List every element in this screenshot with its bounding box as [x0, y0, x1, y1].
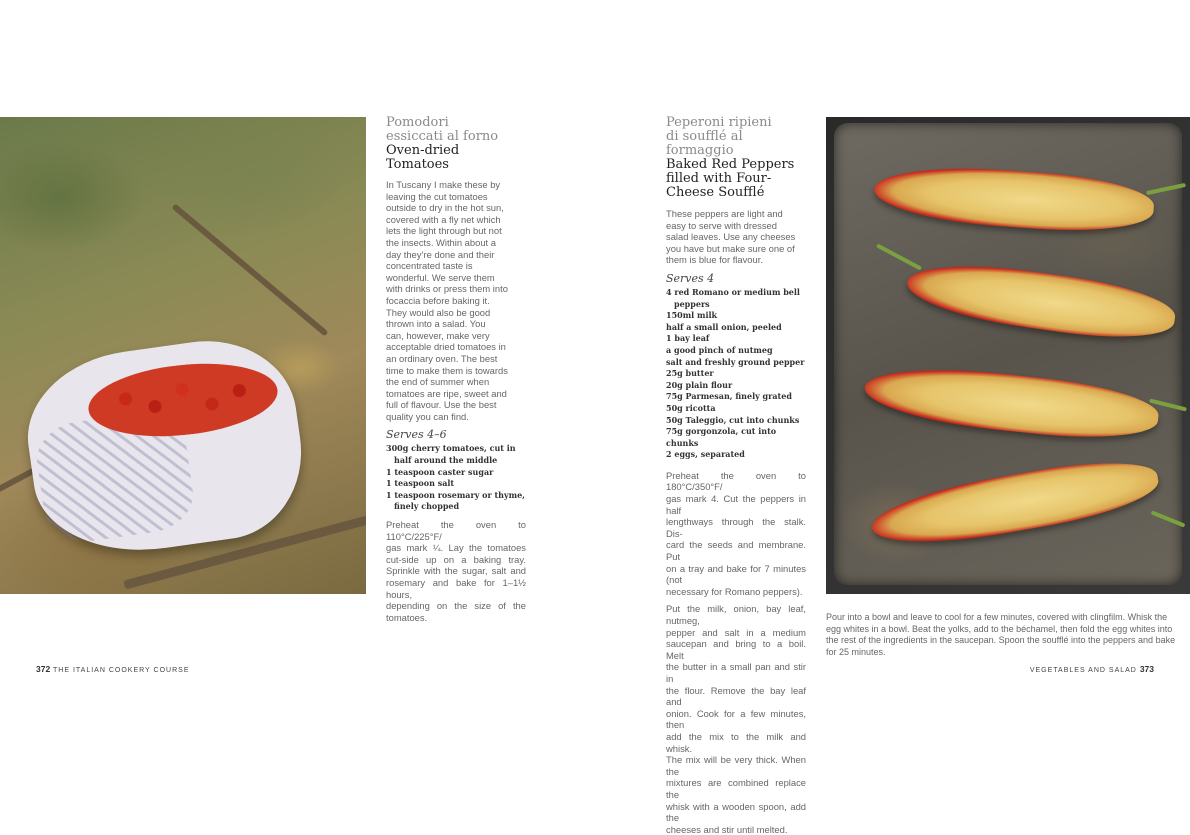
text-line: Put the milk, onion, bay leaf, nutmeg, — [666, 603, 806, 626]
ingredient-line: peppers — [674, 298, 710, 309]
ingredient-line: 4 red Romano or medium bell — [666, 286, 800, 297]
text-line: thrown into a salad. You — [386, 318, 486, 330]
text-line: onion. Cook for a few minutes, then — [666, 707, 806, 731]
text-line: They would also be good — [386, 306, 491, 318]
ingredient-line: 1 teaspoon rosemary or thyme, — [386, 489, 525, 500]
ingredient-line: 20g plain flour — [666, 379, 733, 390]
text-line: Pour into a bowl and leave to cool for a few minutes, covered with clingfilm. Whisk the — [826, 612, 1168, 622]
text-line: quality you can find. — [386, 410, 469, 422]
text-line: salad leaves. Use any cheeses — [666, 231, 796, 243]
pepper-stem — [1151, 510, 1186, 527]
title-line: Pomodori — [386, 115, 449, 130]
left-intro — [386, 179, 526, 422]
text-line: can, however, make very — [386, 329, 490, 341]
right-title-italian — [666, 116, 806, 158]
left-title-english — [386, 144, 526, 172]
right-method-1 — [666, 470, 806, 598]
ingredient-line: 1 bay leaf — [666, 333, 710, 344]
text-line: Preheat the oven to 110°C/225°F/ — [386, 519, 526, 542]
photo-baked-peppers — [826, 117, 1190, 594]
pepper-half — [903, 254, 1178, 347]
right-folio — [1030, 664, 1154, 674]
right-intro — [666, 208, 806, 266]
running-head: VEGETABLES AND SALAD — [1029, 667, 1137, 674]
ingredient-line: 50g Taleggio, cut into chunks — [666, 414, 800, 425]
page-number: 373 — [1139, 664, 1154, 674]
ingredient-line: finely chopped — [394, 501, 460, 512]
left-recipe — [386, 116, 526, 623]
ingredient-line: a good pinch of nutmeg — [666, 344, 773, 355]
text-line: The mix will be very thick. When the — [666, 754, 806, 777]
title-line: formaggio — [666, 143, 734, 158]
ingredient-line: 2 eggs, separated — [666, 449, 745, 460]
pepper-half — [872, 161, 1155, 236]
text-line: for 25 minutes. — [826, 646, 886, 657]
ingredient-line: 300g cherry tomatoes, cut in — [386, 443, 516, 454]
right-title-english — [666, 158, 806, 200]
text-line: gas mark ¼. Lay the tomatoes — [386, 542, 526, 554]
text-line: lets the light through but not — [386, 225, 502, 237]
text-line: easy to serve with dressed — [666, 219, 777, 231]
ingredient-line: salt and freshly ground pepper — [666, 356, 805, 367]
text-line: them is blue for flavour. — [666, 254, 763, 266]
baking-tray — [834, 123, 1182, 585]
right-serves: Serves 4 — [666, 271, 715, 285]
ingredient-line: 1 teaspoon salt — [386, 478, 455, 489]
text-line: outside to dry in the hot sun, — [386, 202, 504, 214]
text-line: tomatoes. — [386, 611, 428, 623]
left-serves: Serves 4–6 — [386, 428, 447, 442]
title-line: essiccati al forno — [386, 129, 499, 144]
text-line: gas mark 4. Cut the peppers in half — [666, 493, 806, 516]
photo-dried-tomatoes — [0, 117, 366, 594]
text-line: pepper and salt in a medium — [666, 626, 806, 638]
text-line: saucepan and bring to a boil. Melt — [666, 638, 806, 661]
text-line: lengthways through the stalk. Dis- — [666, 516, 806, 539]
left-method — [386, 519, 526, 623]
text-line: you have but make sure one of — [666, 242, 795, 254]
ingredient-line: 75g gorgonzola, cut into chunks — [666, 426, 777, 448]
right-recipe — [666, 116, 806, 835]
title-line: Baked Red Peppers — [666, 157, 795, 172]
ingredient-line: 25g butter — [666, 368, 714, 379]
text-line: the end of summer when — [386, 376, 490, 388]
text-line: rosemary and bake for 1–1½ hours, — [386, 577, 526, 600]
ingredient-line: 50g ricotta — [666, 402, 716, 413]
text-line: cut-side up on a baking tray. — [386, 553, 526, 565]
left-title-italian — [386, 116, 526, 144]
text-line: covered with a fly net which — [386, 213, 501, 225]
title-line: Tomatoes — [386, 157, 449, 172]
page-number: 372 — [36, 664, 51, 674]
text-line: egg whites in a bowl. Beat the yolks, add to the béchamel, then fold the egg whites into — [826, 623, 1173, 634]
left-ingredients — [386, 443, 526, 513]
text-line: leaving the cut tomatoes — [386, 190, 488, 202]
ingredient-line: 75g Parmesan, finely grated — [666, 391, 792, 402]
running-head: THE ITALIAN COOKERY COURSE — [53, 667, 190, 674]
text-line: add the mix to the milk and whisk. — [666, 730, 806, 754]
text-line: the butter in a small pan and stir in — [666, 661, 806, 684]
right-ingredients — [666, 287, 806, 461]
text-line: with drinks or press them into — [386, 283, 508, 295]
title-line: Cheese Soufflé — [666, 185, 765, 200]
title-line: Oven-dried — [386, 143, 460, 158]
right-method-2 — [666, 603, 806, 835]
text-line: Sprinkle with the sugar, salt and — [386, 565, 526, 577]
text-line: concentrated taste is — [386, 260, 473, 272]
text-line: focaccia before baking it. — [386, 294, 490, 306]
ingredient-line: 1 teaspoon caster sugar — [386, 466, 494, 477]
text-line: the flour. Remove the bay leaf and — [666, 684, 806, 708]
text-line: These peppers are light and — [666, 208, 783, 219]
title-line: Peperoni ripieni — [666, 115, 772, 130]
branch — [171, 203, 328, 336]
text-line: necessary for Romano peppers). — [666, 585, 803, 597]
text-line: mixtures are combined replace the — [666, 777, 806, 800]
text-line: day they’re done and their — [386, 248, 495, 260]
text-line: acceptable dried tomatoes in — [386, 341, 506, 353]
text-line: time to make them is towards — [386, 364, 508, 376]
pepper-stem — [1146, 183, 1186, 195]
title-line: di soufflé al — [666, 129, 743, 144]
text-line: full of flavour. Use the best — [386, 399, 497, 411]
pepper-half — [867, 450, 1162, 556]
text-line: the insects. Within about a — [386, 236, 496, 248]
text-line: on a tray and bake for 7 minutes (not — [666, 562, 806, 586]
pepper-half — [862, 360, 1161, 447]
text-line: the rest of the ingredients in the saucepan. Spoon the soufflé into the peppers and bake — [826, 635, 1176, 646]
ingredient-line: half a small onion, peeled — [666, 321, 782, 332]
ingredient-line: 150ml milk — [666, 310, 718, 321]
ingredient-line: half around the middle — [394, 455, 498, 466]
right-method-3 — [826, 612, 1190, 658]
text-line: In Tuscany I make these by — [386, 179, 501, 190]
text-line: tomatoes are ripe, sweet and — [386, 387, 507, 399]
text-line: cheeses and stir until melted. — [666, 823, 788, 835]
left-folio — [36, 664, 189, 674]
pepper-stem — [876, 243, 922, 270]
text-line: whisk with a wooden spoon, add the — [666, 800, 806, 824]
text-line: Preheat the oven to 180°C/350°F/ — [666, 469, 806, 493]
text-line: an ordinary oven. The best — [386, 352, 498, 364]
text-line: card the seeds and membrane. Put — [666, 539, 806, 563]
text-line: depending on the size of the — [386, 600, 526, 612]
text-line: wonderful. We serve them — [386, 271, 495, 283]
title-line: filled with Four- — [666, 171, 772, 186]
